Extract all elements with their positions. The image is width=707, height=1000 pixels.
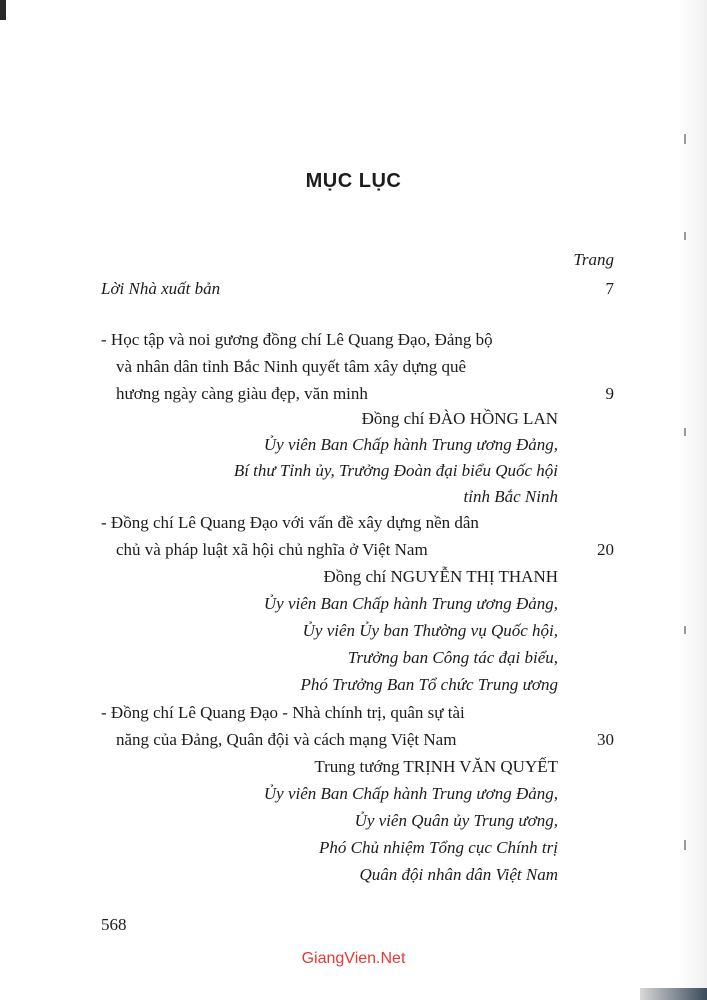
entry-2-title-line-2: chủ và pháp luật xã hội chủ nghĩa ở Việt Nam — [116, 540, 428, 559]
entry-3-title-line-1: - Đồng chí Lê Quang Đạo - Nhà chính trị, quân sự tài — [101, 703, 465, 722]
page-title: MỤC LỤC — [305, 170, 402, 192]
entry-1-role-2: Bí thư Tỉnh ủy, Trưởng Đoàn đại biểu Quốc hội — [233, 461, 558, 480]
entry-2-role-3: Trưởng ban Công tác đại biểu, — [347, 648, 558, 667]
entry-1-title-line-3: hương ngày càng giàu đẹp, văn minh — [116, 384, 368, 403]
entry-1-role-1: Ủy viên Ban Chấp hành Trung ương Đảng, — [263, 435, 558, 454]
scan-bottom-bar — [640, 988, 707, 1000]
entry-2-role-4: Phó Trưởng Ban Tổ chức Trung ương — [300, 675, 558, 694]
entry-1-title-line-2: và nhân dân tỉnh Bắc Ninh quyết tâm xây dựng quê — [116, 357, 467, 376]
edge-tick — [684, 626, 686, 634]
entry-3-page: 30 — [597, 730, 614, 749]
entry-1-page: 9 — [605, 384, 614, 403]
entry-1-title-line-1: - Học tập và noi gương đồng chí Lê Quang Đạo, Đảng bộ — [101, 330, 493, 349]
entry-1-author: Đồng chí ĐÀO HỒNG LAN — [361, 409, 558, 428]
preface-label: Lời Nhà xuất bản — [101, 279, 221, 298]
watermark-text: GiangVien.Net — [301, 950, 406, 967]
scan-corner-mark — [0, 0, 6, 20]
entry-3-title-line-2: năng của Đảng, Quân đội và cách mạng Việt Nam — [116, 730, 457, 749]
page-number: 568 — [101, 915, 127, 934]
entry-3-role-1: Ủy viên Ban Chấp hành Trung ương Đảng, — [263, 784, 558, 803]
entry-2-title-line-1: - Đồng chí Lê Quang Đạo với vấn đề xây dựng nền dân — [101, 513, 479, 532]
page-edge-shade — [679, 0, 707, 1000]
edge-tick — [684, 134, 686, 144]
entry-3-role-3: Phó Chủ nhiệm Tổng cục Chính trị — [319, 838, 558, 857]
entry-2-role-1: Ủy viên Ban Chấp hành Trung ương Đảng, — [263, 594, 558, 613]
edge-tick — [684, 840, 686, 850]
entry-2-page: 20 — [597, 540, 614, 559]
entry-3-author: Trung tướng TRỊNH VĂN QUYẾT — [314, 757, 558, 776]
edge-tick — [684, 428, 686, 436]
page-column-header: Trang — [573, 250, 614, 269]
entry-2-author: Đồng chí NGUYỄN THỊ THANH — [323, 567, 558, 586]
entry-1-role-3: tỉnh Bắc Ninh — [463, 487, 558, 506]
entry-2-role-2: Ủy viên Ủy ban Thường vụ Quốc hội, — [302, 621, 558, 640]
entry-3-role-2: Ủy viên Quân ủy Trung ương, — [354, 811, 558, 830]
preface-page: 7 — [605, 279, 614, 298]
edge-tick — [684, 232, 686, 240]
entry-3-role-4: Quân đội nhân dân Việt Nam — [359, 865, 558, 884]
